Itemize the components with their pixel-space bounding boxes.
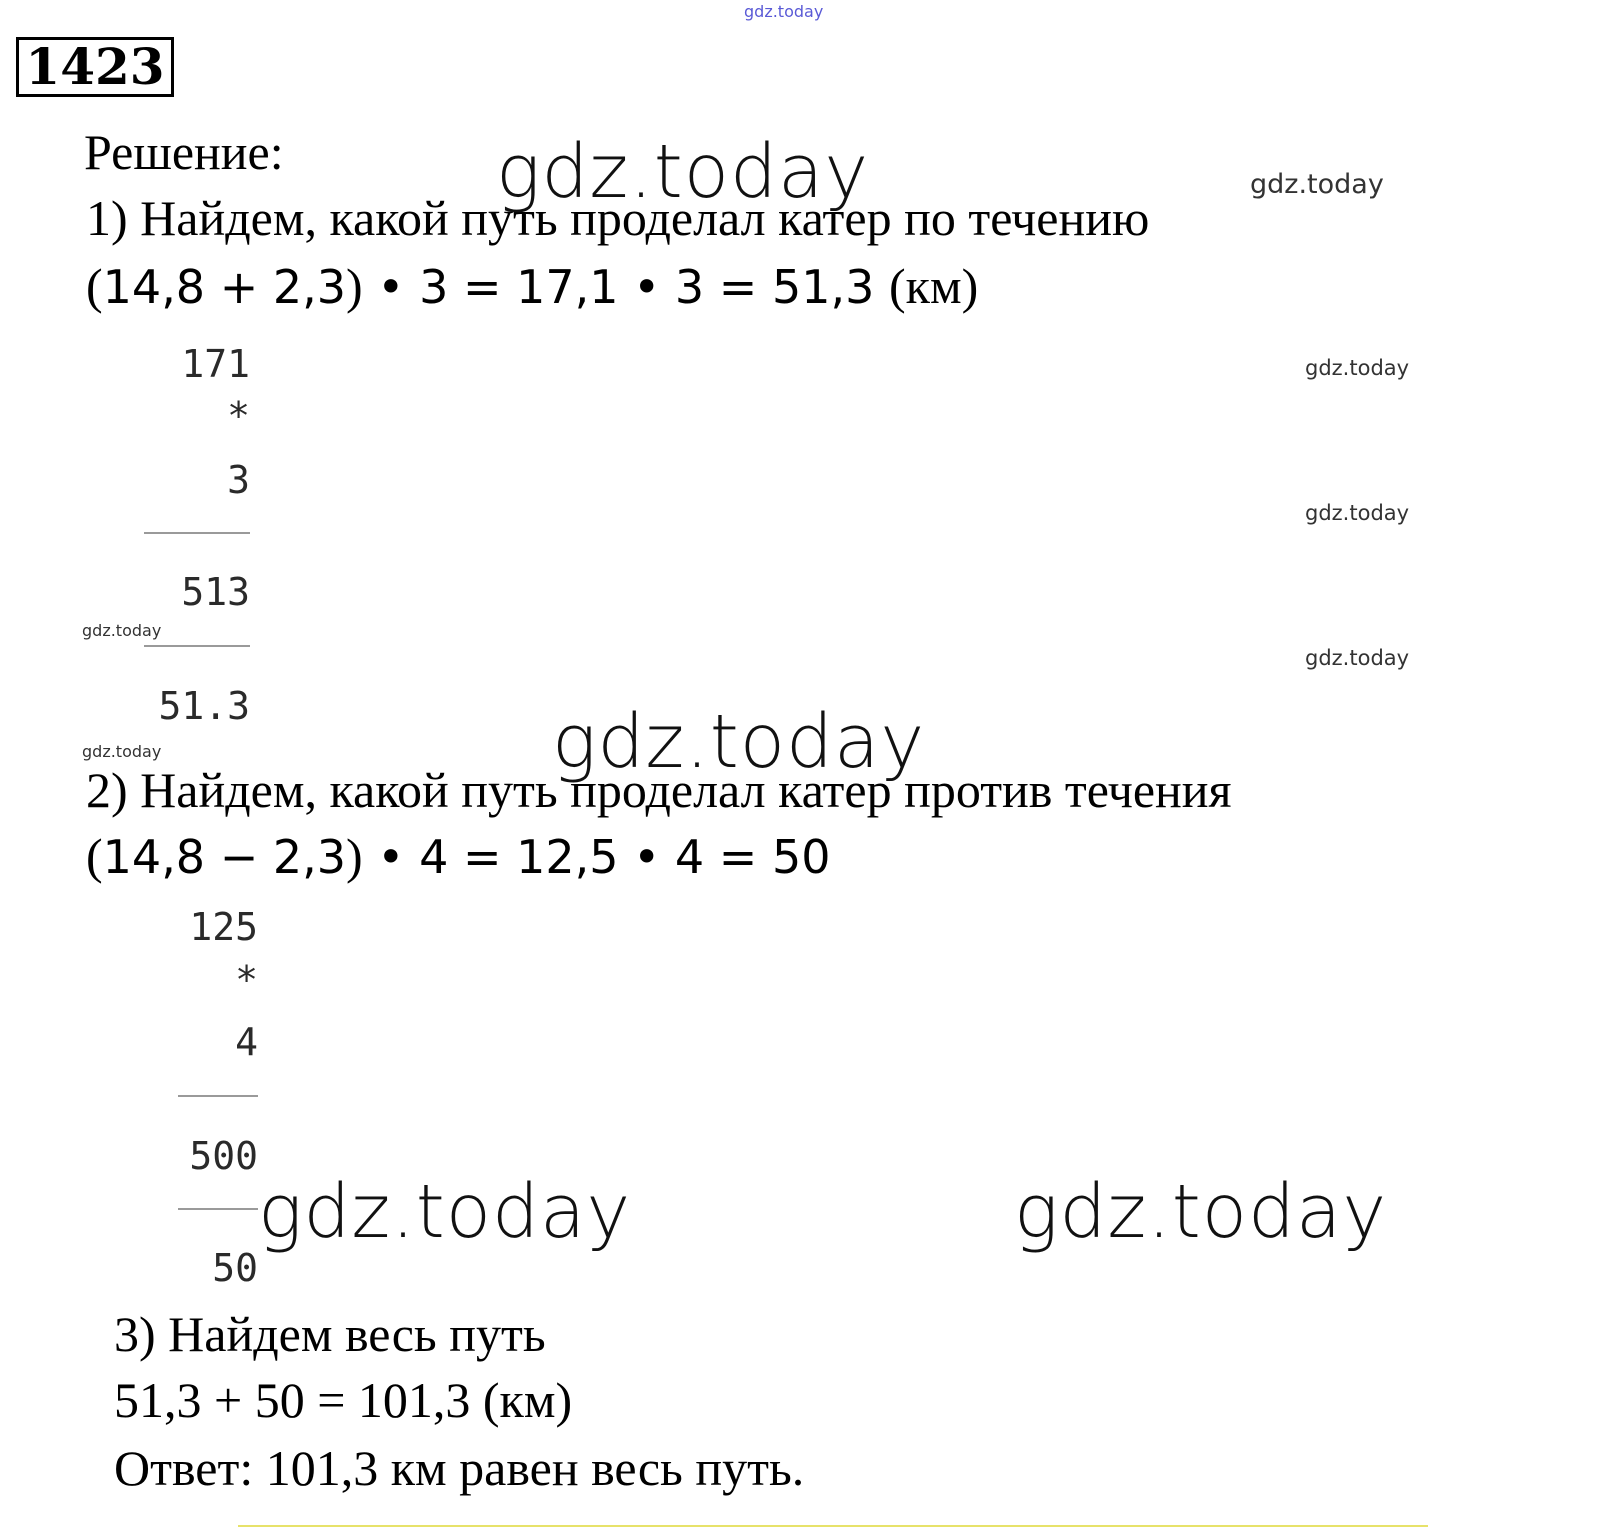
expr-body: 14,8 − 2,3	[102, 830, 347, 884]
watermark-tiny: gdz.today	[82, 742, 162, 761]
watermark-small: gdz.today	[1305, 356, 1410, 380]
calc-2-operand2: 4	[235, 1020, 258, 1064]
calc-1-partial: 513	[181, 570, 250, 614]
step-3-title: 3) Найдем весь путь	[114, 1306, 546, 1362]
watermark-small: gdz.today	[1305, 501, 1410, 525]
answer-underline	[238, 1525, 1428, 1527]
step-1-expression	[86, 258, 978, 315]
solution-label: Решение:	[84, 124, 284, 180]
watermark-large: gdz.today	[552, 699, 926, 785]
expr-unit: (км)	[889, 258, 979, 314]
expr-body: 14,8 + 2,3	[102, 260, 347, 314]
expr-rest: • 3 = 17,1 • 3 = 51,3	[362, 260, 890, 314]
step-2-title: 2) Найдем, какой путь проделал катер против течения	[86, 762, 1232, 818]
expr-rparen: )	[346, 258, 363, 314]
calc-1-line-1	[144, 532, 250, 534]
watermark-medium: gdz.today	[1250, 169, 1384, 200]
step-1-title: 1) Найдем, какой путь проделал катер по течению	[86, 190, 1150, 246]
problem-number: 1423	[16, 37, 174, 97]
calc-2-operator: *	[235, 958, 258, 1002]
expr-lparen: (	[86, 828, 103, 884]
watermark-small: gdz.today	[1305, 646, 1410, 670]
expr-rest: • 4 = 12,5 • 4 = 50	[362, 830, 831, 884]
calc-1-operand1: 171	[181, 342, 250, 386]
calc-1-result: 51.3	[158, 684, 250, 728]
step-2-expression	[86, 828, 831, 885]
calc-2-line-2	[178, 1208, 258, 1210]
calc-1-line-2	[144, 645, 250, 647]
expr-rparen: )	[346, 828, 363, 884]
step-3-expression: 51,3 + 50 = 101,3 (км)	[114, 1372, 573, 1428]
calc-2-line-1	[178, 1095, 258, 1097]
calc-1-operator: *	[227, 394, 250, 438]
calc-1-operand2: 3	[227, 458, 250, 502]
watermark-large: gdz.today	[1014, 1169, 1388, 1255]
answer-text: Ответ: 101,3 км равен весь путь.	[114, 1440, 805, 1496]
expr-lparen: (	[86, 258, 103, 314]
watermark-large: gdz.today	[258, 1169, 632, 1255]
watermark-top: gdz.today	[744, 2, 824, 21]
calc-2-partial: 500	[189, 1134, 258, 1178]
calc-2-operand1: 125	[189, 905, 258, 949]
calc-2-result: 50	[212, 1246, 258, 1290]
watermark-large: gdz.today	[496, 129, 870, 215]
watermark-tiny: gdz.today	[82, 621, 162, 640]
